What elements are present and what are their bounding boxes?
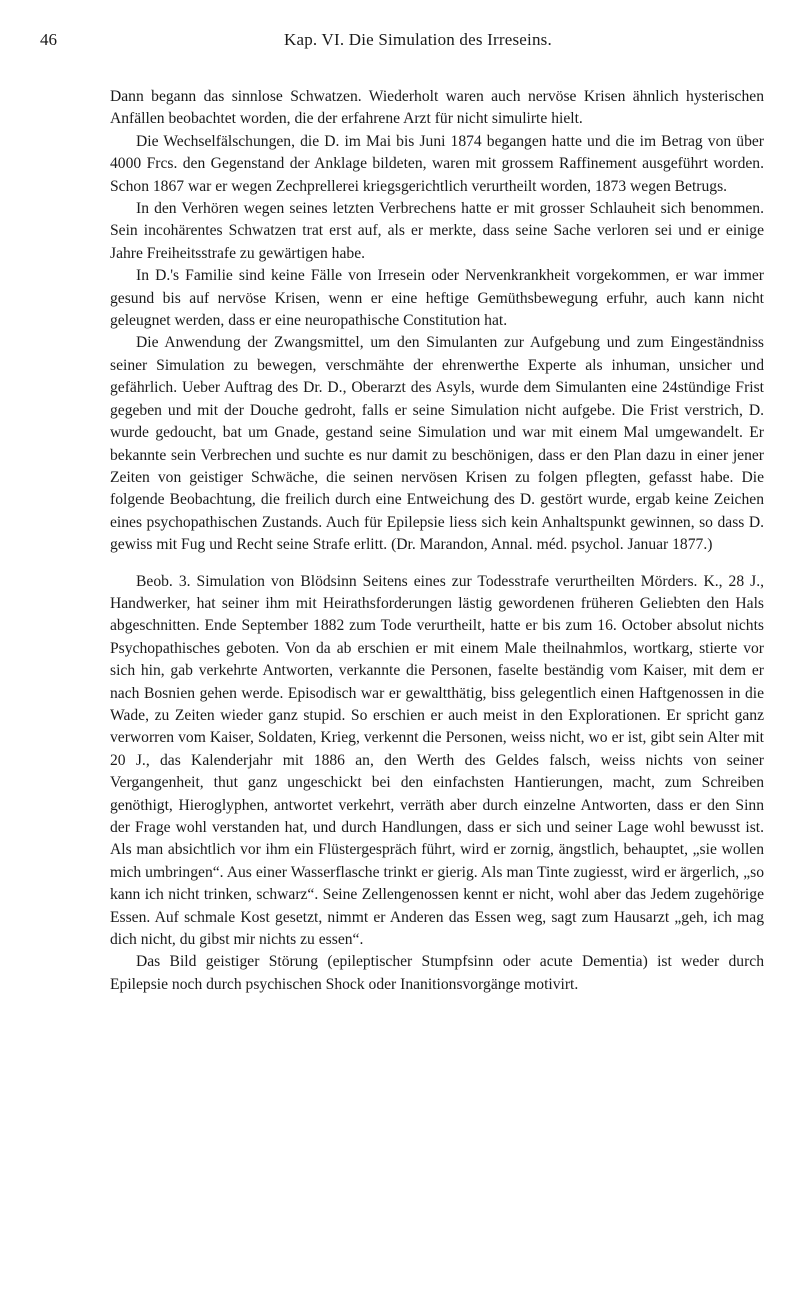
observation-paragraph: Beob. 3. Simulation von Blödsinn Seitens eines zur Todesstrafe verurtheilten Mörders. K., 28 J., Handwerker, hat seiner ihm mit Heirathsforderungen lästig gewordenen früheren Geliebten den Hals abgeschnitten. Ende September 1882 zum Tode verurtheilt, hatte er bis zum 16. October absolut nichts Psychopathisches geboten. Von da ab erschien er mit einem Male theilnahmlos, wortkarg, stierte vor sich hin, gab verkehrte Antworten, verkannte die Personen, faselte beständig vom Kaiser, mit dem er nach Bosnien gehen werde. Episodisch war er gewaltthätig, biss gelegentlich einen Haftgenossen in die Wade, zu Zeiten wieder ganz stupid. So erschien er auch meist in den Explorationen. Er spricht ganz verworren vom Kaiser, Soldaten, Krieg, verkennt die Personen, weiss nicht, wo er ist, gibt sein Alter mit 20 J., das Kalenderjahr mit 1886 an, den Werth des Geldes falsch, weiss nichts von seiner Vergangenheit, thut ganz ungeschickt bei den einfachsten Hantierungen, macht, zum Schreiben genöthigt, Hieroglyphen, antwortet verkehrt, verräth aber durch einzelne Antworten, dass er den Sinn der Frage wohl verstanden hat, und durch Handlungen, dass er sich und seiner Lage wohl bewusst ist. Als man absichtlich vor ihm ein Flüstergespräch führt, wird er zornig, ängstlich, behauptet, „sie wollen mich umbringen“. Aus einer Wasserflasche trinkt er gierig. Als man Tinte zugiesst, wird er ärgerlich, „so kann ich nicht trinken, schwarz“. Seine Zellengenossen kennt er nicht, wohl aber das Jedem zugehörige Essen. Auf schmale Kost gesetzt, nimmt er Anderen das Essen weg, sagt zum Hausarzt „geh, ich mag dich nicht, du gibst mir nichts zu essen“. <box>110 572 764 949</box>
chapter-title: Kap. VI. Die Simulation des Irreseins. <box>284 30 552 49</box>
running-header <box>40 30 760 54</box>
paragraph: Dann begann das sinnlose Schwatzen. Wiederholt waren auch nervöse Krisen ähnlich hysterischen Anfällen beobachtet worden, die der erfahrene Arzt für nicht simulirte hielt. <box>110 88 764 128</box>
paragraph: Die Wechselfälschungen, die D. im Mai bis Juni 1874 begangen hatte und die im Betrag von über 4000 Frcs. den Gegenstand der Anklage bildeten, waren mit grossem Raffinement ausgeführt worden. Schon 1867 war er wegen Zechprellerei kriegsgerichtlich verurtheilt worden, 1873 wegen Betrugs. <box>110 132 764 195</box>
paragraph: In D.'s Familie sind keine Fälle von Irresein oder Nervenkrankheit vorgekommen, er war immer gesund bis auf nervöse Krisen, wenn er eine heftige Gemüthsbewegung erfuhr, auch kann nicht geleugnet werden, dass er eine neuropathische Constitution hat. <box>110 267 764 330</box>
paragraph: Die Anwendung der Zwangsmittel, um den Simulanten zur Aufgebung und zum Eingeständniss seiner Simulation zu bewegen, verschmähte der ehrenwerthe Experte als inhuman, unsicher und gefährlich. Ueber Auftrag des Dr. D., Oberarzt des Asyls, wurde dem Simulanten eine 24stündige Frist gegeben und mit der Douche gedroht, falls er seine Simulation nicht aufgebe. Die Frist verstrich, D. wurde gedoucht, bat um Gnade, gestand seine Simulation und war mit einem Mal umgewandelt. Er bekannte sein Verbrechen und suchte es nur damit zu beschönigen, dass er den Plan dazu in einer jener Zeiten von geistiger Schwäche, die seinen nervösen Krisen zu folgen pflegten, gefasst habe. Die folgende Beobachtung, die freilich durch eine Entweichung des D. gestört wurde, ergab keine Zeichen eines psychopathischen Zustands. Auch für Epilepsie liess sich kein Anhaltspunkt gewinnen, so dass D. gewiss mit Fug und Recht seine Strafe erlitt. (Dr. Marandon, Annal. méd. psychol. Januar 1877.) <box>110 334 764 554</box>
page-number: 46 <box>40 30 57 49</box>
body-text <box>110 86 764 996</box>
paragraph: In den Verhören wegen seines letzten Verbrechens hatte er mit grosser Schlauheit sich benommen. Sein incohärentes Schwatzen trat erst auf, als er merkte, dass seine Sache verloren sei und er einige Jahre Freiheitsstrafe zu gewärtigen habe. <box>110 200 764 262</box>
paragraph: Das Bild geistiger Störung (epileptischer Stumpfsinn oder acute Dementia) ist weder durch Epilepsie noch durch psychischen Shock oder Inanitionsvorgänge motivirt. <box>110 953 764 993</box>
